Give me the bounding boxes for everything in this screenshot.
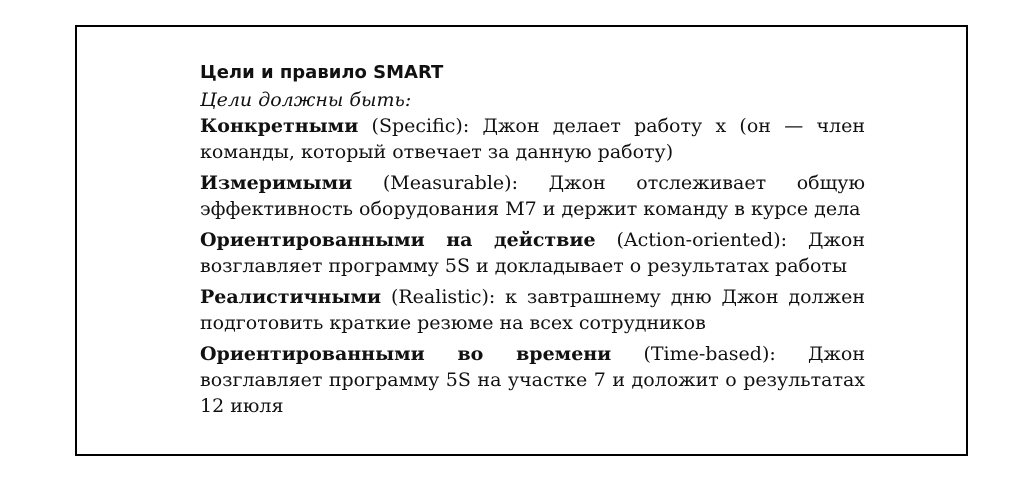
list-item [200, 284, 865, 336]
item-term: Конкретными [200, 115, 359, 137]
item-text: (Time-based): Джон возглавляет программу 5S на участке 7 и доложит о результатах 12 июля [200, 343, 865, 417]
list-item [200, 227, 865, 279]
smart-goals-box [200, 61, 865, 424]
item-text: (Specific): Джон делает работу x (он — член команды, который отвечает за данную работу) [200, 115, 865, 163]
item-text: (Measurable): Джон отслеживает общую эффективность оборудования M7 и держит команду в курсе дела [200, 172, 865, 220]
list-item [200, 113, 865, 165]
box-title: Цели и правило SMART [200, 62, 444, 83]
item-term: Ориентированными на действие [200, 229, 596, 251]
list-item [200, 170, 865, 222]
item-term: Реалистичными [200, 286, 382, 308]
item-text: (Realistic): к завтрашнему дню Джон должен подготовить краткие резюме на всех сотрудников [200, 286, 865, 334]
item-term: Измеримыми [200, 172, 353, 194]
box-subtitle: Цели должны быть: [200, 89, 412, 111]
item-term: Ориентированными во времени [200, 343, 612, 365]
list-item [200, 341, 865, 419]
item-text: (Action-oriented): Джон возглавляет программу 5S и докладывает о результатах работы [200, 229, 866, 277]
